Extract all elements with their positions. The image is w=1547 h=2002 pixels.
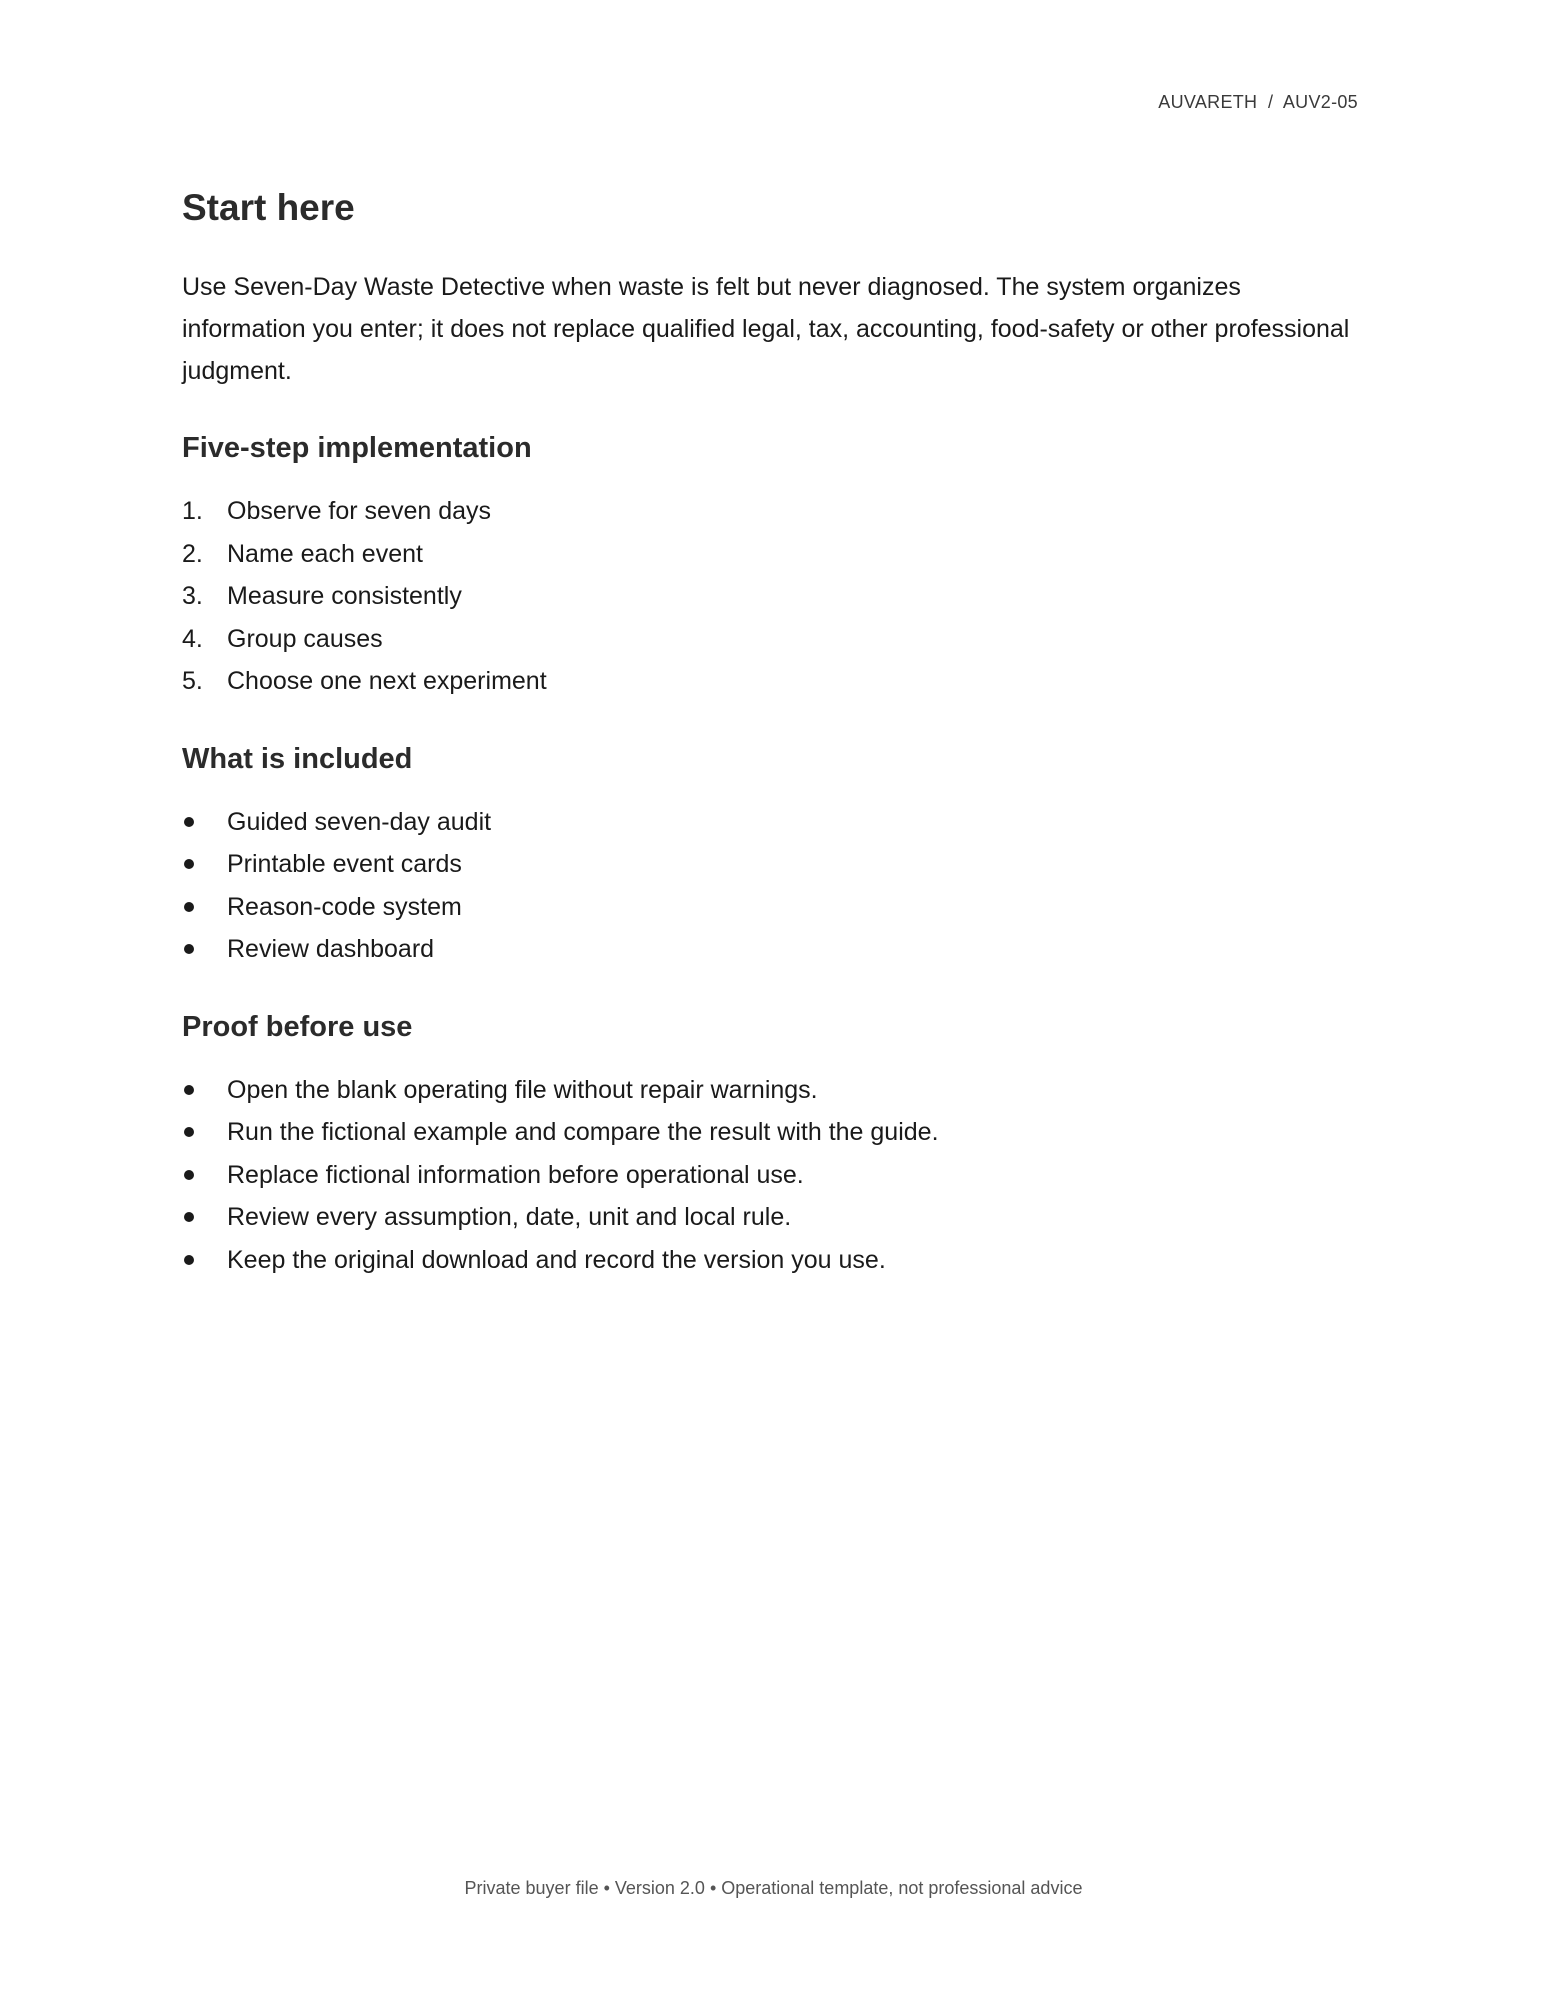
- steps-list: [182, 490, 1362, 703]
- bullet-icon: [184, 1255, 194, 1265]
- step-number: 2.: [182, 539, 203, 568]
- page-title: Start here: [182, 187, 355, 228]
- intro-paragraph: Use Seven-Day Waste Detective when waste is felt but never diagnosed. The system organizes information you enter; it does not replace qualified legal, tax, accounting, food-safety or other professional judgment.: [182, 273, 1350, 385]
- proof-text: Run the fictional example and compare the result with the guide.: [227, 1118, 939, 1146]
- step-text: Choose one next experiment: [227, 667, 547, 695]
- bullet-icon: [184, 1212, 194, 1222]
- included-text: Guided seven-day audit: [227, 807, 492, 836]
- document-body: [182, 178, 1362, 1281]
- bullet-icon: [184, 944, 194, 954]
- step-text: Measure consistently: [227, 582, 462, 610]
- step-text: Group causes: [227, 624, 383, 653]
- proof-item: [182, 1069, 1362, 1112]
- proof-item: [182, 1196, 1362, 1239]
- included-item: [182, 886, 1362, 929]
- step-item: [182, 575, 1362, 618]
- bullet-icon: [184, 1085, 194, 1095]
- step-number: 5.: [182, 667, 203, 695]
- step-text: Observe for seven days: [227, 497, 492, 525]
- proof-text: Review every assumption, date, unit and local rule.: [227, 1203, 792, 1231]
- steps-heading: Five-step implementation: [182, 432, 532, 464]
- document-footer: Private buyer file • Version 2.0 • Operational template, not professional advice: [464, 1878, 1083, 1898]
- document-header: AUVARETH / AUV2-05: [1158, 92, 1358, 112]
- step-text: Name each event: [227, 539, 423, 568]
- included-item: [182, 928, 1362, 971]
- included-list: [182, 801, 1362, 971]
- bullet-icon: [184, 902, 194, 912]
- step-item: [182, 660, 1362, 703]
- bullet-icon: [184, 817, 194, 827]
- proof-item: [182, 1111, 1362, 1154]
- step-item: [182, 490, 1362, 533]
- included-text: Reason-code system: [227, 892, 462, 921]
- proof-item: [182, 1239, 1362, 1282]
- step-number: 1.: [182, 497, 203, 525]
- bullet-icon: [184, 859, 194, 869]
- included-item: [182, 843, 1362, 886]
- proof-text: Replace fictional information before operational use.: [227, 1160, 804, 1189]
- proof-heading: Proof before use: [182, 1010, 413, 1043]
- step-number: 4.: [182, 624, 203, 653]
- bullet-icon: [184, 1170, 194, 1180]
- step-item: [182, 618, 1362, 661]
- included-item: [182, 801, 1362, 844]
- proof-item: [182, 1154, 1362, 1197]
- included-heading: What is included: [182, 742, 413, 775]
- proof-list: [182, 1069, 1362, 1282]
- bullet-icon: [184, 1127, 194, 1137]
- step-item: [182, 533, 1362, 576]
- proof-text: Keep the original download and record the version you use.: [227, 1245, 886, 1274]
- step-number: 3.: [182, 582, 203, 610]
- included-text: Printable event cards: [227, 850, 462, 878]
- included-text: Review dashboard: [227, 935, 435, 963]
- proof-text: Open the blank operating file without repair warnings.: [227, 1075, 818, 1104]
